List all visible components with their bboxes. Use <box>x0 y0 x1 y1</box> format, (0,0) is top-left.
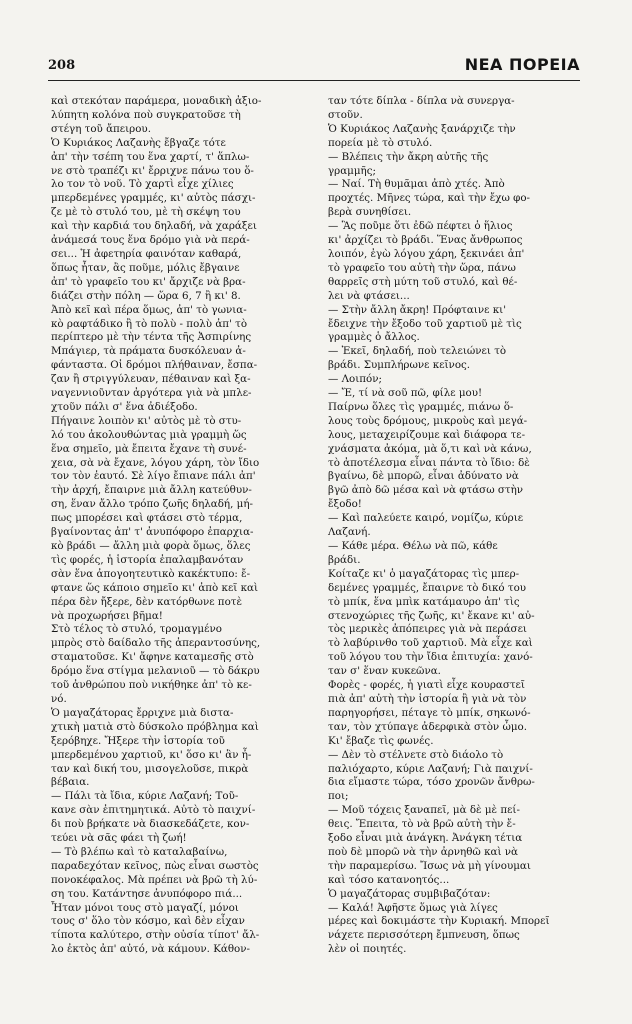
page-header <box>48 54 580 82</box>
text-line: παλιόχαρτο, κύριε Λαζανή; Γιὰ παιχνί- <box>328 762 533 775</box>
text-line: στέγη τοῦ ἄπειρου. <box>51 122 151 135</box>
text-line: γραμμὲς ὁ ἄλλος. <box>328 331 420 344</box>
text-line: λό του ἀκολουθώντας μιὰ γραμμὴ ὥς <box>51 428 247 441</box>
text-line: πως μπορέσει καὶ φτάσει στὸ τέρμα, <box>51 512 243 525</box>
text-line: βράδι. Συμπλήρωνε κεῖνος. <box>328 359 471 372</box>
text-line: Ὁ μαγαζάτορας ἔρριχνε μιὰ διστα- <box>51 706 234 719</box>
text-line: φτανε ὥς κάποιο σημεῖο κι' ἀπὸ κεῖ καὶ <box>51 581 259 594</box>
text-line: μπρὸς στὸ δαίδαλο τῆς ἀπεραντοσύνης, <box>51 637 261 650</box>
text-line: — Λοιπόν; <box>328 373 382 386</box>
text-line: — Ἐκεῖ, δηλαδή, ποὺ τελειώνει τὸ <box>328 345 507 358</box>
text-line: κανε σὰν ἐπιτημητικά. Αὐτὸ τὸ παιχνί- <box>51 804 256 817</box>
text-line: λο τον τὸ νοῦ. Τὸ χαρτὶ εἶχε χίλιες <box>51 178 234 191</box>
text-line: τὸ ἀποτέλεσμα εἶναι πάντα τὸ ἴδιο: δὲ <box>328 456 530 469</box>
text-line: περίπτερο μὲ τὴν τέντα τῆς Ἀσπιρίνης <box>51 331 252 344</box>
text-line: πορεία μὲ τὸ στυλό. <box>328 136 433 149</box>
text-line: — Πάλι τὰ ἴδια, κύριε Λαζανή; Τοῦ- <box>51 790 239 803</box>
text-line: τίποτα καλύτερο, στὴν οὐσία τίποτ' ἄλ- <box>51 929 260 942</box>
text-line: μπερδεμένου χαρτιοῦ, κι' ὅσο κι' ἂν ἦ- <box>51 748 252 761</box>
text-line: μέρες καὶ δοκιμάστε τὴν Κυριακή. Μπορεῖ <box>328 915 550 928</box>
text-line: στενοχώριες τῆς ζωῆς, κι' ἔκανε κι' αὐ- <box>328 609 535 622</box>
text-line: πονοκέφαλος. Μὰ πρέπει νὰ βρῶ τὴ λύ- <box>51 873 258 886</box>
text-line: — Καλά! Ἀφῆστε ὅμως γιὰ λίγες <box>328 901 498 914</box>
text-line: ταν τότε δίπλα - δίπλα νὰ συνεργα- <box>328 95 515 107</box>
text-line: ξοδο εἶναι μιὰ ἀνάγκη. Ἀνάγκη τέτια <box>328 832 523 845</box>
text-line: ἀπ' τὴν τσέπη του ἕνα χαρτί, τ' ἅπλω- <box>51 150 250 163</box>
text-line: κι' ἀρχίζει τὸ βράδι. Ἕνας ἄνθρωπος <box>328 234 523 247</box>
text-line: Κοίταζε κι' ὁ μαγαζάτορας τὶς μπερ- <box>328 567 520 580</box>
text-line: ποὺ δὲ μπορῶ νὰ τὴν ἀρνηθῶ καὶ νὰ <box>328 845 518 858</box>
text-line: προχτές. Μῆνες τώρα, καὶ τὴν ἔχω φο- <box>328 192 531 205</box>
text-line: ταν σ' ἕναν κυκεῶνα. <box>328 665 441 678</box>
text-line: τὶς φορές, ἡ ἱστορία ἐπαλαμβανόταν <box>51 553 244 566</box>
text-line: βέβαια. <box>51 776 90 789</box>
text-line: Ἀπὸ κεῖ καὶ πέρα ὅμως, ἀπ' τὸ γωνια- <box>51 303 247 316</box>
page-number: 208 <box>48 58 76 73</box>
text-line: ξερόβηχε. Ἤξερε τὴν ἱστορία τοῦ <box>51 734 225 747</box>
text-line: δι ποὺ βρήκατε νὰ διασκεδάζετε, κον- <box>51 818 250 831</box>
text-line: νάχετε περισσότερη ἔμπνευση, ὅπως <box>328 929 520 942</box>
text-line: πέρα δὲν ἤξερε, δὲν κατόρθωνε ποτὲ <box>51 595 242 608</box>
text-line: σταματοῦσε. Κι' ἄφηνε καταμεσῆς στὸ <box>51 651 254 664</box>
text-line: Πήγαινε λοιπὸν κι' αὐτὸς μὲ τὸ στυ- <box>51 414 242 427</box>
text-line: Κι' ἔβαζε τὶς φωνές. <box>328 734 434 747</box>
text-line: κὸ βράδι — ἄλλη μιὰ φορὰ ὅμως, ὅλες <box>51 540 251 552</box>
text-line: — Καὶ παλεύετε καιρό, νομίζω, κύριε <box>328 512 524 525</box>
text-line: δρόμο ἕνα στίγμα μελανιοῦ — τὸ δάκρυ <box>51 665 260 678</box>
text-line: χεια, σὰ νὰ ἔχανε, λόγου χάρη, τὸν ἴδιο <box>51 456 260 469</box>
text-line: θεις. Ἔπειτα, τὸ νὰ βρῶ αὐτὴ τὴν ἔ- <box>328 818 516 831</box>
text-line: καὶ τόσο κατανοητός... <box>328 873 450 886</box>
text-line: — Στὴν ἄλλη ἄκρη! Πρόφταινε κι' <box>328 303 507 316</box>
text-line: χτικὴ ματιὰ στὸ δύσκολο πρόβλημα καὶ <box>51 720 259 733</box>
text-line: Φορὲς - φορές, ἡ γιατὶ εἶχε κουραστεῖ <box>328 679 525 692</box>
text-line: — Κάθε μέρα. Θέλω νὰ πῶ, κάθε <box>328 540 498 552</box>
text-line: ση του. Κατάντησε ἀνυπόφορο πιά... <box>51 887 243 900</box>
left-column <box>51 95 307 957</box>
text-line: λους, μεταχειρίζουμε καὶ διάφορα τε- <box>328 428 526 441</box>
right-column <box>328 95 584 957</box>
text-line: βγαίνοντας ἀπ' τ' ἀνυπόφορο ἐπαρχια- <box>51 526 254 539</box>
text-line: μπερδεμένες γραμμές, κι' αὐτὸς πάσχι- <box>51 192 256 205</box>
text-line: θαρρεῖς στὴ μύτη τοῦ στυλό, καὶ θέ- <box>328 275 518 288</box>
text-line: τεύει νὰ σᾶς φάει τὴ ζωή! <box>51 832 187 845</box>
text-line: δεμένες γραμμές, ἔπαιρνε τὸ δικό του <box>328 581 527 594</box>
header-rule <box>48 80 580 81</box>
text-line: ση, ἕναν ἄλλο τρόπο ζωῆς δηλαδή, μή- <box>51 498 253 511</box>
text-line: διάζει στὴν πόλη — ὥρα 6, 7 ἢ κι' 8. <box>51 289 241 302</box>
text-line: φάνταστα. Οἱ δρόμοι πλήθαιναν, ἔσπα- <box>51 359 258 372</box>
text-line: δια εἴμαστε τώρα, τόσο χρονῶν ἄνθρω- <box>328 776 535 789</box>
text-line: νε στὸ τραπέζι κι' ἔρριχνε πάνω του ὅ- <box>51 164 254 177</box>
text-line: βράδι. <box>328 553 361 566</box>
text-line: ταν, τὸν χτύπαγε ἀδερφικὰ στὸν ὦμο. <box>328 720 528 733</box>
text-line: καὶ στεκόταν παράμερα, μοναδικὴ ἀξιο- <box>51 95 262 107</box>
text-line: Λαζανή. <box>328 526 371 539</box>
text-line: τον τὸν ἑαυτό. Σὲ λίγο ἔπιανε πάλι ἀπ' <box>51 470 256 483</box>
text-line: Μπάγιερ, τὰ πράματα δυσκόλευαν ἀ- <box>51 345 246 358</box>
text-line: — Ἔ, τί νὰ σοῦ πῶ, φίλε μου! <box>328 387 483 400</box>
text-line: νὰ προχωρήσει βῆμα! <box>51 609 163 622</box>
text-line: λει νὰ φτάσει... <box>328 289 410 302</box>
text-line: ἕνα σημεῖο, μὰ ἔπειτα ἔχανε τὴ συνέ- <box>51 442 247 455</box>
text-line: — Βλέπεις τὴν ἄκρη αὐτῆς τῆς <box>328 150 489 163</box>
text-line: λο ἐκτὸς ἀπ' αὐτό, νὰ κάμουν. Κάθον- <box>51 943 250 956</box>
text-line: ταν καὶ δική του, μισογελοῦσε, πικρὰ <box>51 762 249 775</box>
text-line: τὴν ἀρχή, ἔπαιρνε μιὰ ἄλλη κατεύθυν- <box>51 484 252 497</box>
text-line: — Τὸ βλέπω καὶ τὸ καταλαβαίνω, <box>51 845 228 858</box>
text-line: παρηγορήσει, πέταγε τὸ μπίκ, σηκωνό- <box>328 706 531 719</box>
text-line: ναγεννιοῦνταν ἀργότερα γιὰ νὰ μπλε- <box>51 387 252 400</box>
text-line: ζαν ἢ στριγγύλευαν, πέθαιναν καὶ ξα- <box>51 373 251 386</box>
text-line: ζε μὲ τὸ στυλό του, μὲ τὴ σκέψη του <box>51 206 241 219</box>
text-line: τὸ μπίκ, ἕνα μπὶκ κατάμαυρο ἀπ' τὶς <box>328 595 520 608</box>
text-line: Ὁ μαγαζάτορας συμβιβαζόταν: <box>328 887 491 900</box>
text-line: χτοῦν πάλι σ' ἕνα ἀδιέξοδο. <box>51 400 198 413</box>
text-line: — Ἂς ποῦμε ὅτι ἐδῶ πέφτει ὁ ἥλιος <box>328 220 513 233</box>
text-line: Παίρνω ὅλες τὶς γραμμές, πιάνω ὅ- <box>328 400 514 413</box>
text-line: σει... Ἡ ἀφετηρία φαινόταν καθαρά, <box>51 247 242 260</box>
text-line: στοῦν. <box>328 108 363 121</box>
text-line: χνάσματα ἀκόμα, μὰ ὅ,τι καὶ νὰ κάνω, <box>328 442 532 455</box>
text-line: λὲν οἱ ποιητές. <box>328 943 407 956</box>
text-line: τους σ' ὅλο τὸν κόσμο, καὶ δὲν εἶχαν <box>51 915 245 928</box>
text-line: ὅπως ἦταν, ἂς ποῦμε, μόλις ἔβγαινε <box>51 261 240 274</box>
text-line: βγαίνω, δὲ μπορῶ, εἶναι ἀδύνατο νὰ <box>328 470 519 483</box>
text-line: βγῶ ἀπὸ δῶ μέσα καὶ νὰ φτάσω στὴν <box>328 484 524 497</box>
text-line: — Ναί. Τὴ θυμᾶμαι ἀπὸ χτές. Ἀπὸ <box>328 178 505 191</box>
text-line: Ἦταν μόνοι τους στὸ μαγαζί, μόνοι <box>51 901 239 914</box>
text-line: Στὸ τέλος τὸ στυλό, τρομαγμένο <box>51 623 222 636</box>
text-line: ἀνάμεσά τους ἕνα δρόμο γιὰ νὰ περά- <box>51 234 250 247</box>
text-line: λοιπόν, ἐγὼ λόγου χάρη, ξεκινάει ἀπ' <box>328 247 525 260</box>
text-line: λους τοὺς δρόμους, μικροὺς καὶ μεγά- <box>328 414 528 427</box>
text-line: σὰν ἕνα ἀπογοητευτικὸ κακέκτυπο: ἔ- <box>51 567 251 580</box>
text-line: ἔξοδο! <box>328 498 362 511</box>
text-line: Ὁ Κυριάκος Λαζανὴς ξανάρχιζε τὴν <box>328 122 516 135</box>
running-title: ΝΕΑ ΠΟΡΕΙΑ <box>464 55 580 74</box>
text-line: Ὁ Κυριάκος Λαζανὴς ἔβγαζε τότε <box>51 136 226 149</box>
text-line: νό. <box>51 692 67 705</box>
text-line: ἀπ' τὸ γραφεῖο του κι' ἄρχιζε νὰ βρα- <box>51 275 246 288</box>
text-line: ποι; <box>328 790 349 803</box>
text-line: τοῦ ἀνθρώπου ποὺ νικήθηκε ἀπ' τὸ κε- <box>51 679 252 692</box>
text-line: τὸ λαβύρινθο τοῦ χαρτιοῦ. Μὰ εἶχε καὶ <box>328 637 533 650</box>
text-line: — Δὲν τὸ στέλνετε στὸ διάολο τὸ <box>328 748 504 761</box>
text-line: γραμμῆς; <box>328 164 376 177</box>
text-line: πιὰ ἀπ' αὐτὴ τὴν ἱστορία ἢ γιὰ νὰ τὸν <box>328 692 527 705</box>
text-line: καὶ τὴν καρδιά του δηλαδή, νὰ χαράξει <box>51 220 257 233</box>
text-line: λύπητη κολόνα ποὺ συγκρατοῦσε τὴ <box>51 108 241 121</box>
text-line: τοῦ λόγου του τὴν ἴδια ἐπιτυχία: χανό- <box>328 651 533 664</box>
text-line: τὴν παραμερίσω. Ἴσως νὰ μὴ γίνουμαι <box>328 859 531 872</box>
text-line: ἔδειχνε τὴν ἔξοδο τοῦ χαρτιοῦ μὲ τὶς <box>328 317 522 330</box>
text-line: βερὰ συνηθίσει. <box>328 206 412 219</box>
text-line: τὸ γραφεῖο του αὐτὴ τὴν ὥρα, πάνω <box>328 261 516 274</box>
text-line: κὸ ραφτάδικο ἢ τὸ πολὺ - πολὺ ἀπ' τὸ <box>51 317 248 330</box>
text-line: — Μοῦ τόχεις ξαναπεῖ, μὰ δὲ μὲ πεί- <box>328 804 520 817</box>
text-line: τὸς μερικὲς ἀπόπειρες γιὰ νὰ περάσει <box>328 623 527 636</box>
text-line: παραδεχόταν κεῖνος, πὼς εἶναι σωστὸς <box>51 859 259 872</box>
